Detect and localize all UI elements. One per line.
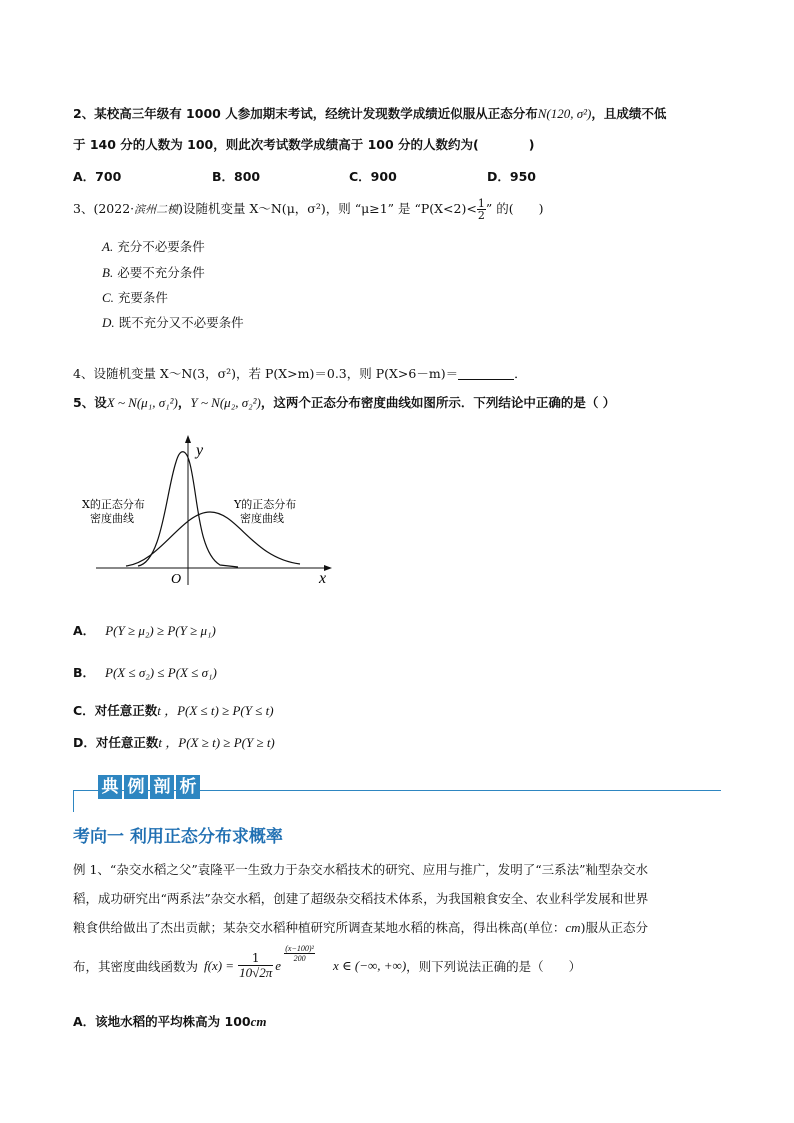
q3-option-d-text: 既不充分又不必要条件 [118, 315, 244, 330]
ex1-exp-base: e [275, 957, 282, 973]
q3-option-b-text: 必要不充分条件 [117, 265, 205, 280]
q3-option-a-letter: A. [102, 239, 114, 254]
q3-source: 滨州二模 [134, 203, 179, 216]
q2-option-a: A．700 [73, 169, 122, 184]
q3-option-c [102, 288, 168, 306]
q5-option-c-text: 对任意正数 [94, 703, 158, 718]
ex1-line3-tail: )服从正态分 [580, 920, 648, 935]
y-curve-label-line1: Y的正态分布 [234, 498, 297, 511]
q5-sep: ， [177, 395, 191, 410]
q5-option-b-letter: B． [73, 665, 96, 680]
y-curve-label-line2: 密度曲线 [240, 512, 284, 525]
q3-frac-den: 2 [477, 209, 485, 222]
ex1-exponent [284, 944, 315, 963]
q2-line1 [73, 104, 666, 122]
y-axis-label: y [196, 442, 204, 459]
q5-option-a-letter: A． [73, 623, 96, 638]
ex1-exponential [275, 943, 314, 974]
x-curve-label-line2: 密度曲线 [90, 512, 134, 525]
q2-line2: 于 140 分的人数为 100，则此次考试数学成绩高于 100 分的人数约为( ) [73, 137, 535, 152]
q5-y-dist: Y ~ N(μ₂, σ₂²) [190, 395, 261, 410]
q4-stem [73, 364, 527, 382]
ex1-coef-num: 1 [238, 951, 273, 966]
q3-option-b-letter: B. [102, 265, 114, 280]
q3-option-c-text: 充要条件 [117, 290, 168, 305]
q5-prefix: 5、设 [73, 395, 107, 410]
q3-fraction [477, 198, 486, 221]
normal-density-figure [70, 430, 350, 595]
ex1-option-a-unit: cm [250, 1014, 267, 1029]
q5-option-d [73, 732, 275, 751]
q2-option-b: B．800 [212, 169, 261, 184]
section-title: 考向一 利用正态分布求概率 [73, 827, 283, 847]
ex1-line1: 例 1、“杂交水稻之父”袁隆平一生致力于杂交水稻技术的研究、应用与推广，发明了“三系法”籼型杂交水 [73, 862, 648, 877]
q5-stem [73, 393, 615, 411]
banner-char-2: 例 [124, 775, 148, 799]
q2-line1-tail: ，且成绩不低 [591, 106, 667, 121]
q5-x-dist: X ~ N(μ₁, σ₁²) [106, 395, 178, 410]
q5-option-a-math: P(Y ≥ μ₂) ≥ P(Y ≥ μ₁) [105, 623, 216, 638]
q2-option-c: C．900 [349, 169, 397, 184]
ex1-exp-num: (x−100)² [285, 943, 314, 953]
q5-option-a [73, 621, 216, 639]
q5-option-b-math: P(X ≤ σ₂) ≤ P(X ≤ σ₁) [105, 665, 217, 680]
q2-normal-dist: N(120, σ²) [537, 106, 592, 121]
banner-char-3: 剖 [150, 775, 174, 799]
q5-option-d-letter: D． [73, 735, 96, 750]
ex1-domain: x ∈ (−∞, +∞) [333, 957, 407, 973]
q5-option-d-math: t ，P(X ≥ t) ≥ P(Y ≥ t) [158, 735, 275, 750]
ex1-line3-text: 粮食供给做出了杰出贡献；某杂交水稻种植研究所调查某地水稻的株高，得出株高(单位： [73, 920, 566, 935]
q3-option-a [102, 237, 205, 255]
ex1-coef-den: 10√2π [239, 965, 273, 980]
q5-option-c [73, 700, 274, 719]
q5-option-c-math: t ，P(X ≤ t) ≥ P(Y ≤ t) [157, 703, 274, 718]
banner-char-4: 析 [176, 775, 200, 799]
q4-end: ． [514, 366, 527, 381]
q4-answer-blank [458, 367, 514, 380]
ex1-line3 [73, 918, 648, 936]
q3-option-d [102, 313, 244, 331]
ex1-line4-tail: ，则下列说法正确的是（ ） [406, 958, 582, 974]
ex1-line4-text: 布，其密度曲线函数为 [73, 958, 199, 974]
q5-option-d-text: 对任意正数 [95, 735, 159, 750]
y-axis-arrow [185, 435, 191, 443]
ex1-fx: f(x) = [204, 957, 235, 973]
ex1-coefficient [238, 951, 273, 980]
q5-option-b [73, 663, 217, 681]
ex1-option-a-text: A．该地水稻的平均株高为 100 [73, 1014, 251, 1029]
q5-option-c-letter: C． [73, 703, 95, 718]
ex1-line4 [73, 943, 582, 980]
q3-option-c-letter: C. [102, 290, 114, 305]
x-curve-label-line1: X的正态分布 [82, 498, 145, 511]
q4-text: 4、设随机变量 X～N(3，σ²)，若 P(X>m)＝0.3，则 P(X>6－m)＝ [73, 366, 459, 381]
banner-char-1: 典 [98, 775, 122, 799]
q3-option-b [102, 263, 205, 281]
q3-mid: )设随机变量 X～N(μ，σ²)，则 “μ≥1” 是 “P(X<2)< [178, 201, 477, 216]
q3-suffix: ” 的( ) [485, 201, 544, 216]
banner-left-tick [73, 790, 74, 812]
ex1-exp-den: 200 [293, 953, 306, 963]
origin-label: O [171, 572, 182, 587]
q2-option-d: D．950 [487, 169, 536, 184]
ex1-unit: cm [565, 920, 581, 935]
ex1-option-a [73, 1012, 267, 1030]
q3-frac-num: 1 [477, 197, 485, 210]
q2-line1-text: 2、某校高三年级有 1000 人参加期末考试，经统计发现数学成绩近似服从正态分布 [73, 106, 538, 121]
x-axis-label: x [319, 570, 327, 587]
q3-stem [73, 198, 543, 221]
ex1-line2: 稻，成功研究出“两系法”杂交水稻，创建了超级杂交稻技术体系，为我国粮食安全、农业科学发展和世界 [73, 891, 649, 906]
q3-option-a-text: 充分不必要条件 [117, 239, 205, 254]
q3-option-d-letter: D. [102, 315, 115, 330]
section-banner [98, 775, 200, 799]
q5-suffix: ，这两个正态分布密度曲线如图所示．下列结论中正确的是（ ） [260, 395, 616, 410]
q3-prefix: 3、(2022· [73, 201, 135, 216]
